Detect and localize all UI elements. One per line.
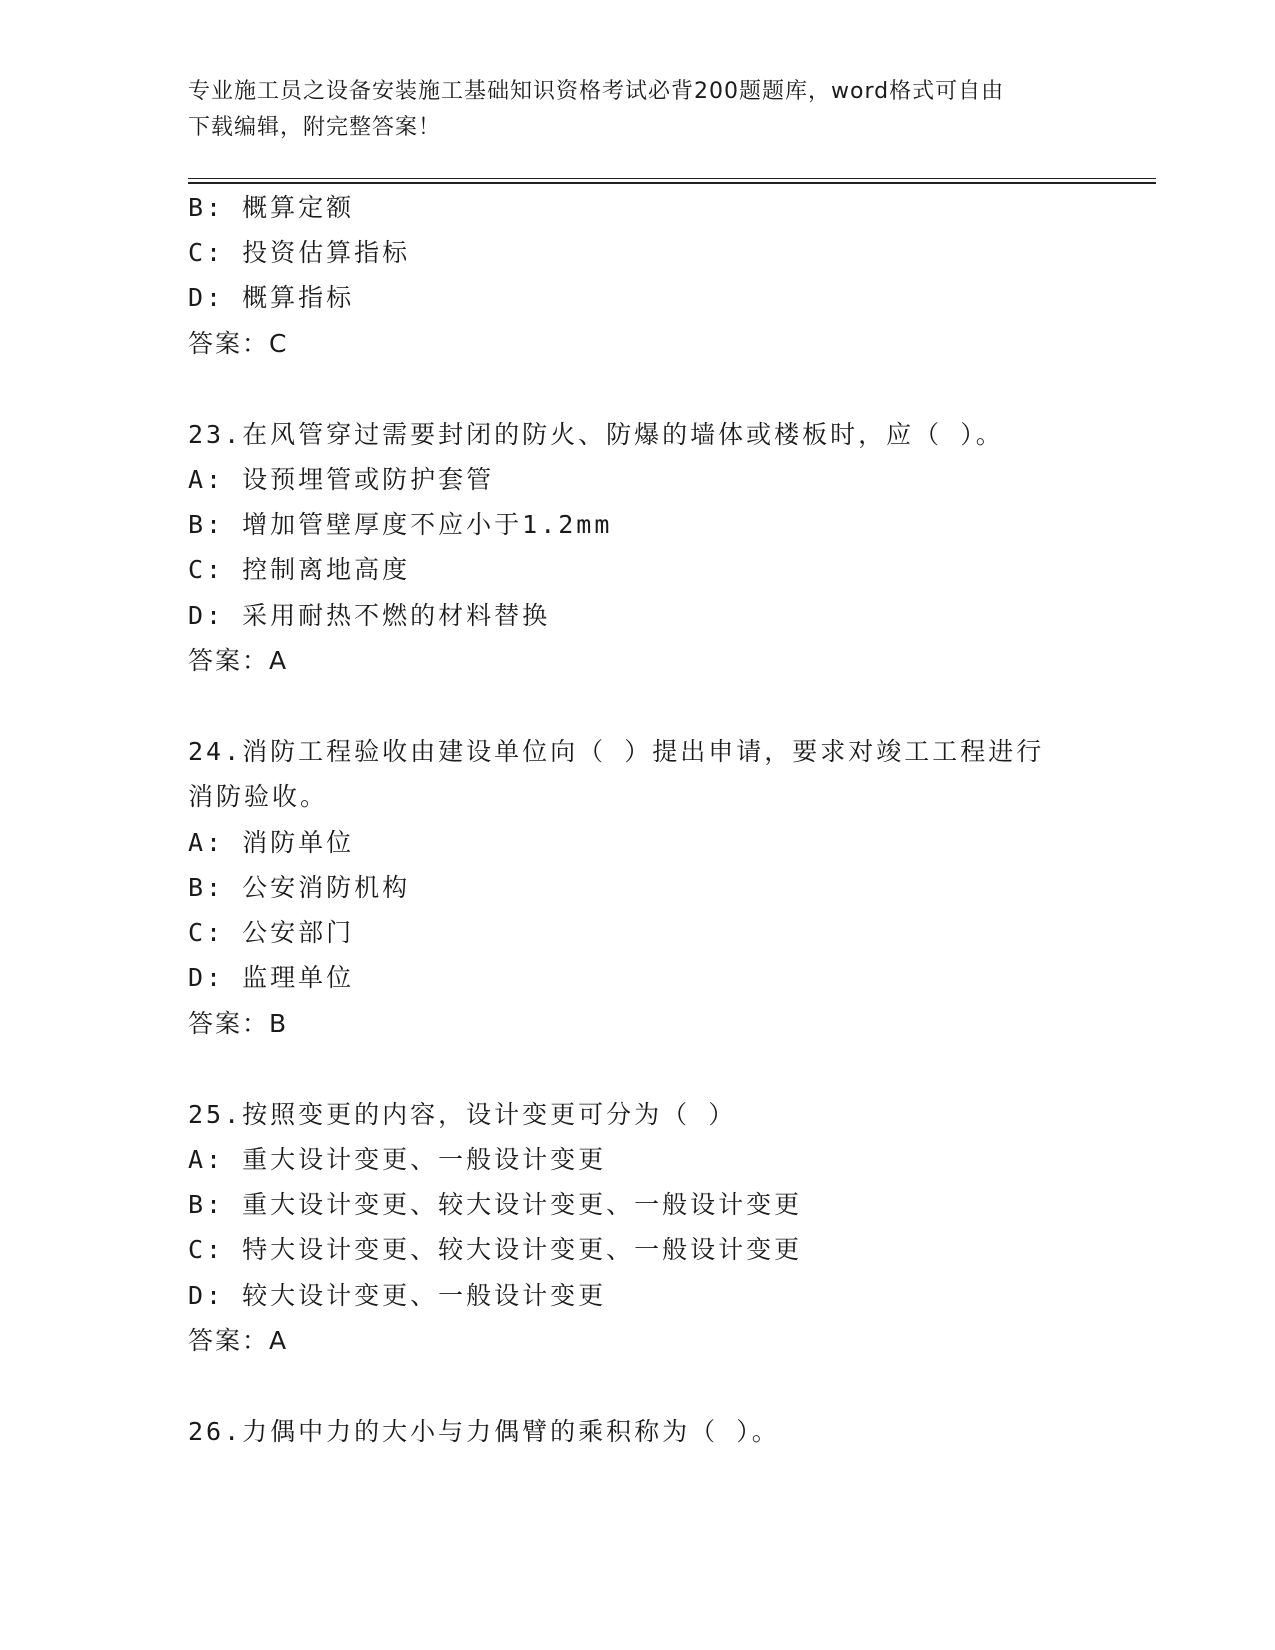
q26-question: 26.力偶中力的大小与力偶臂的乘积称为（ ）。 — [188, 1417, 780, 1446]
q25-answer: 答案：A — [188, 1326, 289, 1355]
q23-option-d: D: 采用耐热不燃的材料替换 — [188, 601, 551, 630]
q24-option-c: C: 公安部门 — [188, 918, 355, 947]
q24-question-line-2: 消防验收。 — [188, 782, 329, 811]
header-title-line-1: 专业施工员之设备安装施工基础知识资格考试必背200题题库，word格式可自由 — [188, 79, 1005, 104]
q23-answer: 答案：A — [188, 646, 289, 675]
q22-option-b: B: 概算定额 — [188, 193, 355, 222]
q23-option-a: A: 设预埋管或防护套管 — [188, 465, 495, 494]
q23-question: 23.在风管穿过需要封闭的防火、防爆的墙体或楼板时，应（ ）。 — [188, 420, 1004, 449]
q24-option-a: A: 消防单位 — [188, 828, 355, 857]
q24-question-line-1: 24.消防工程验收由建设单位向（ ）提出申请，要求对竣工工程进行 — [188, 737, 1045, 766]
q23-option-b: B: 增加管壁厚度不应小于1.2mm — [188, 510, 613, 539]
q24-answer: 答案：B — [188, 1009, 289, 1038]
q25-option-b: B: 重大设计变更、较大设计变更、一般设计变更 — [188, 1190, 803, 1219]
header-divider-thin — [188, 178, 1156, 179]
q25-question: 25.按照变更的内容，设计变更可分为（ ） — [188, 1100, 737, 1129]
q24-option-d: D: 监理单位 — [188, 963, 355, 992]
q23-option-c: C: 控制离地高度 — [188, 555, 411, 584]
q22-answer: 答案：C — [188, 329, 289, 358]
q22-option-c: C: 投资估算指标 — [188, 238, 411, 267]
q25-option-c: C: 特大设计变更、较大设计变更、一般设计变更 — [188, 1235, 803, 1264]
q25-option-a: A: 重大设计变更、一般设计变更 — [188, 1145, 607, 1174]
q24-option-b: B: 公安消防机构 — [188, 873, 411, 902]
header-title-line-2: 下载编辑，附完整答案！ — [188, 115, 442, 140]
document-header — [188, 74, 1088, 146]
q22-option-d: D: 概算指标 — [188, 283, 355, 312]
q25-option-d: D: 较大设计变更、一般设计变更 — [188, 1281, 607, 1310]
header-divider-thick — [188, 182, 1156, 184]
